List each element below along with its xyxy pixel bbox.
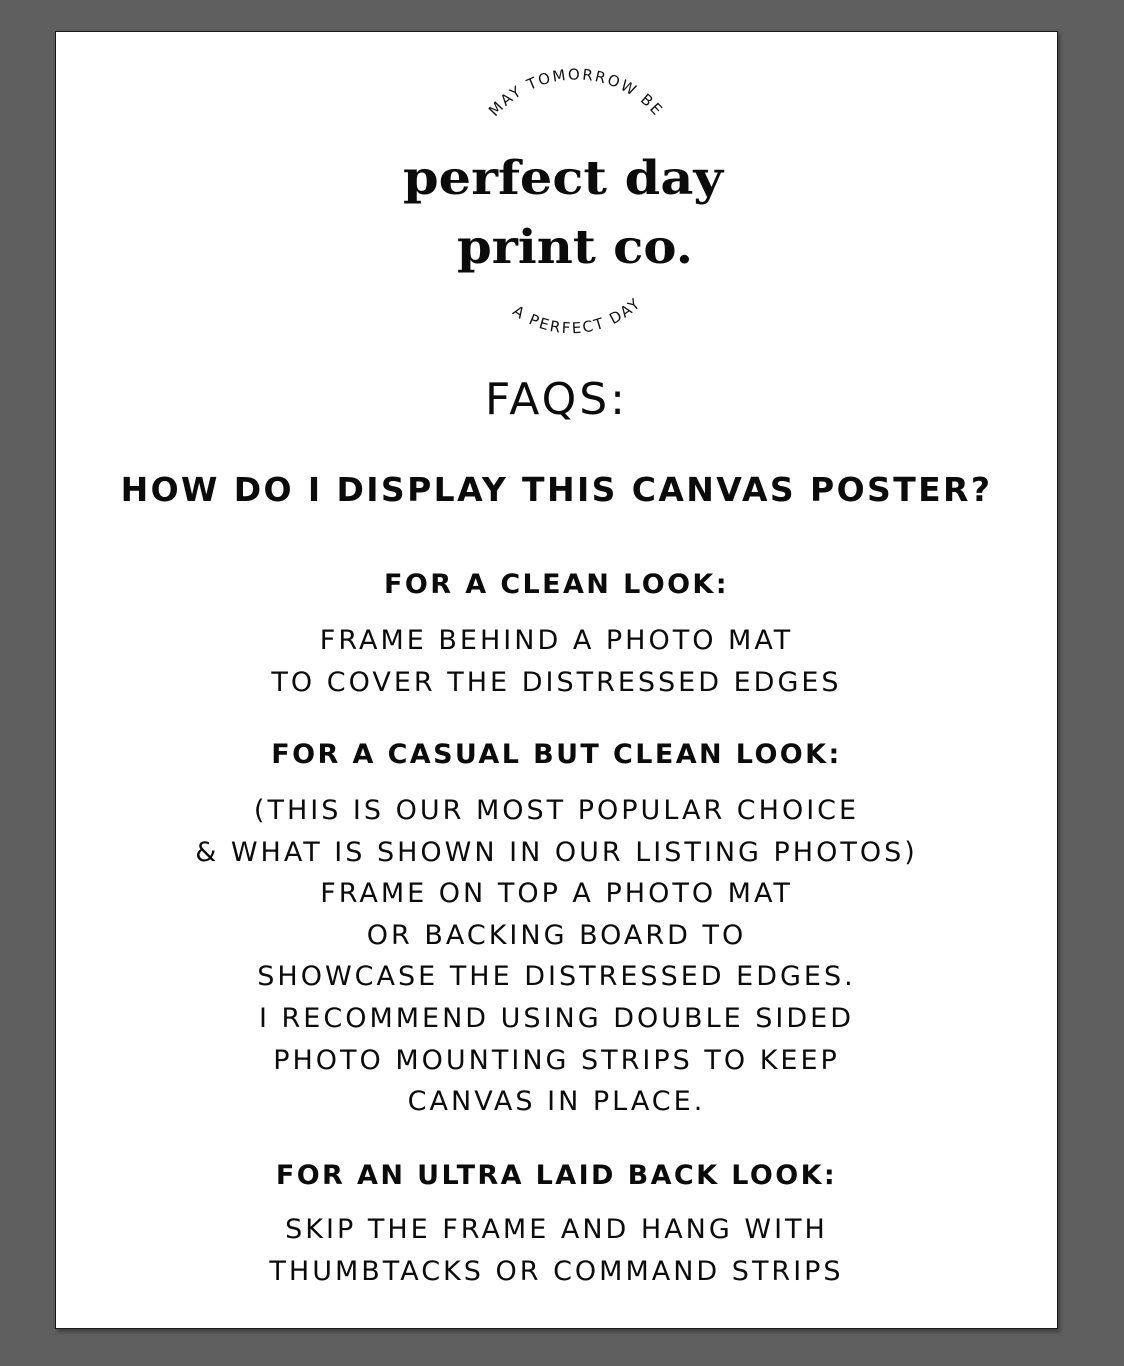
brand-logo bbox=[56, 32, 1057, 352]
body-line: TO COVER THE DISTRESSED EDGES bbox=[271, 666, 842, 698]
body-line: FRAME ON TOP A PHOTO MAT bbox=[320, 878, 793, 910]
logo-arc-bottom-text: A PERFECT DAY bbox=[509, 293, 645, 338]
body-line: CANVAS IN PLACE. bbox=[407, 1086, 706, 1118]
faq-title: FAQS: bbox=[485, 374, 628, 425]
section-body-casual bbox=[56, 790, 1057, 1123]
logo-line-1: perfect day bbox=[403, 151, 725, 206]
section-body-laid-back bbox=[56, 1209, 1057, 1292]
body-line: OR BACKING BOARD TO bbox=[366, 919, 747, 951]
document-page bbox=[55, 31, 1058, 1329]
body-line: FRAME BEHIND A PHOTO MAT bbox=[319, 625, 794, 656]
body-line: PHOTO MOUNTING STRIPS TO KEEP bbox=[273, 1044, 840, 1076]
section-body-clean bbox=[56, 620, 1057, 703]
section-heading-clean: FOR A CLEAN LOOK: bbox=[384, 569, 729, 600]
logo-seal bbox=[56, 32, 1059, 352]
body-line: SHOWCASE THE DISTRESSED EDGES. bbox=[257, 961, 856, 993]
section-heading-casual: FOR A CASUAL BUT CLEAN LOOK: bbox=[271, 739, 842, 770]
body-line: SKIP THE FRAME AND HANG WITH bbox=[285, 1214, 828, 1245]
logo-arc-top-text: MAY TOMORROW BE bbox=[485, 65, 668, 120]
body-line: & WHAT IS SHOWN IN OUR LISTING PHOTOS) bbox=[195, 836, 918, 868]
section-heading-laid-back: FOR AN ULTRA LAID BACK LOOK: bbox=[275, 1160, 838, 1191]
body-line: (THIS IS OUR MOST POPULAR CHOICE bbox=[253, 795, 860, 826]
logo-line-2: print co. bbox=[457, 220, 693, 275]
body-line: I RECOMMEND USING DOUBLE SIDED bbox=[258, 1002, 854, 1034]
faq-question: HOW DO I DISPLAY THIS CANVAS POSTER? bbox=[120, 470, 993, 509]
body-line: THUMBTACKS OR COMMAND STRIPS bbox=[269, 1255, 844, 1287]
